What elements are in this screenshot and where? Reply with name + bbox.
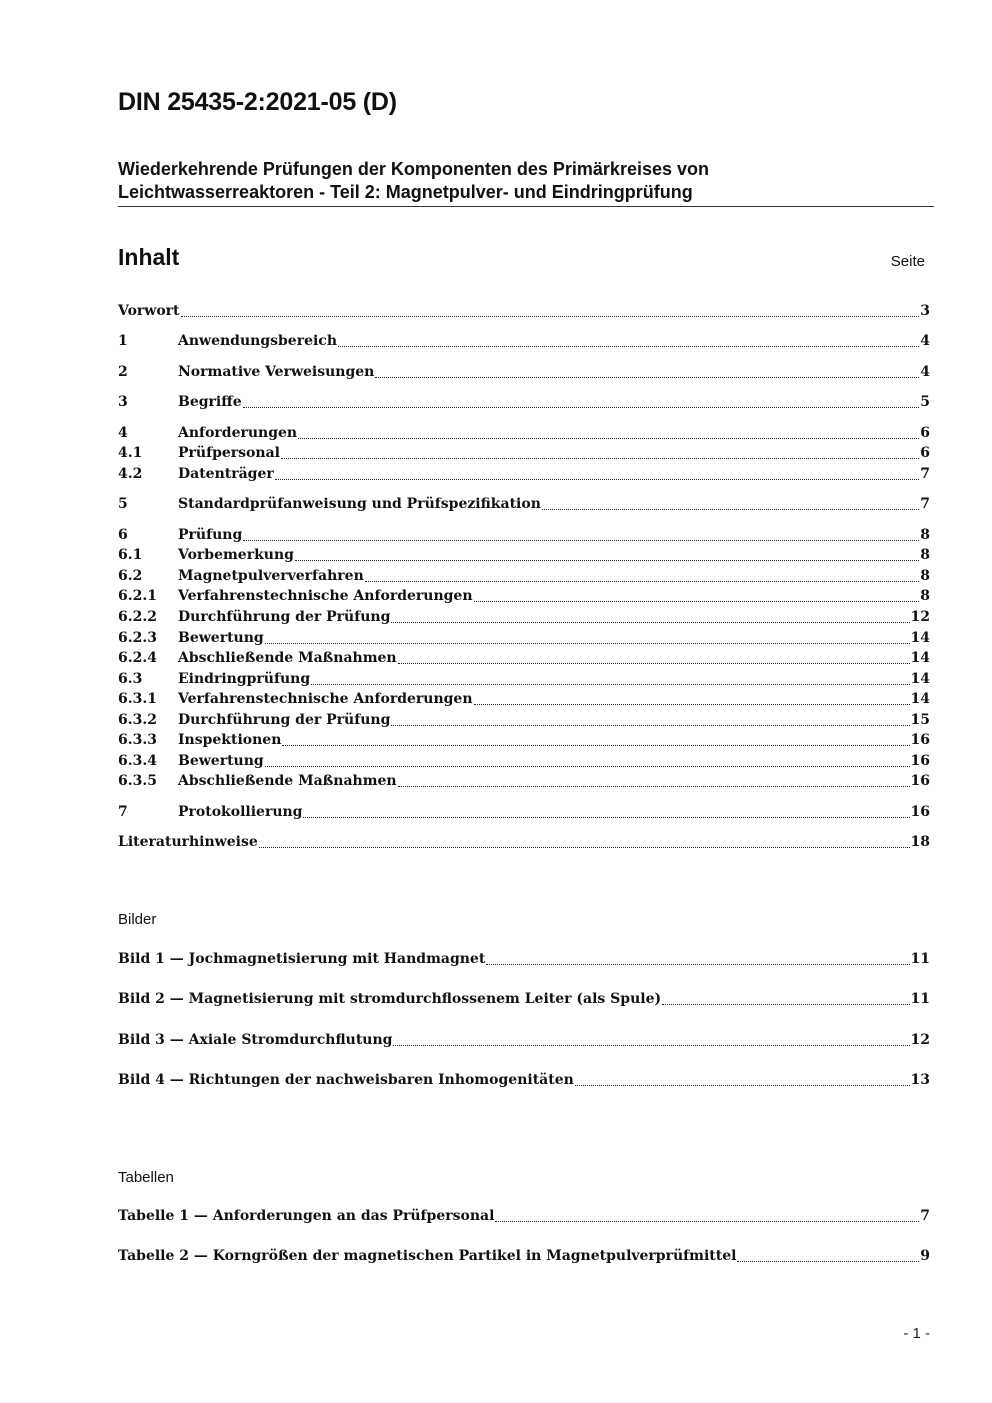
toc-entry[interactable] [118, 466, 930, 485]
figure-entry-page: 12 [910, 1032, 930, 1048]
toc-entry-number: 6.3.2 [118, 712, 157, 728]
dot-leader [311, 683, 909, 685]
toc-entry-page: 5 [920, 394, 930, 410]
toc-entry-number: 6.2 [118, 568, 143, 584]
toc-entry[interactable] [118, 496, 930, 515]
dot-leader [398, 662, 910, 664]
toc-entry[interactable] [118, 425, 930, 444]
page-column-heading: Seite [890, 253, 925, 270]
toc-entry-title: Magnetpulververfahren [178, 568, 364, 584]
dot-leader [474, 703, 910, 705]
toc-entry-number: 2 [118, 364, 128, 380]
toc-entry-title: Inspektionen [178, 732, 282, 748]
toc-entry-number: 6.1 [118, 547, 143, 563]
toc-entry-page: 8 [920, 547, 930, 563]
toc-entry[interactable] [118, 834, 930, 853]
toc-entry[interactable] [118, 671, 930, 690]
toc-entry[interactable] [118, 333, 930, 352]
toc-entry-page: 7 [920, 466, 930, 482]
toc-entry-title: Verfahrenstechnische Anforderungen [178, 691, 473, 707]
toc-entry-number: 6.2.2 [118, 609, 157, 625]
toc-entry-number: 6.3.5 [118, 773, 157, 789]
toc-entry-page: 3 [920, 303, 930, 319]
figure-entry-title: Bild 1 — Jochmagnetisierung mit Handmagnet [118, 951, 486, 967]
dot-leader [737, 1260, 919, 1262]
dot-leader [243, 406, 920, 408]
toc-entry-page: 8 [920, 527, 930, 543]
dot-leader [282, 744, 909, 746]
toc-entry-title: Vorbemerkung [178, 547, 294, 563]
dot-leader [365, 580, 919, 582]
table-entry[interactable] [118, 1248, 930, 1267]
toc-entry-title: Vorwort [118, 303, 180, 319]
dot-leader [398, 785, 910, 787]
document-id: DIN 25435-2:2021-05 (D) [118, 88, 397, 116]
dot-leader [474, 600, 920, 602]
toc-entry-page: 8 [920, 568, 930, 584]
page-number: - 1 - [903, 1325, 930, 1342]
figure-entry[interactable] [118, 1072, 930, 1091]
toc-entry-number: 6.3.1 [118, 691, 157, 707]
toc-entry-page: 6 [920, 445, 930, 461]
dot-leader [391, 621, 909, 623]
dot-leader [375, 376, 919, 378]
tables-heading: Tabellen [118, 1169, 174, 1186]
toc-entry-title: Durchführung der Prüfung [178, 609, 391, 625]
dot-leader [303, 816, 909, 818]
toc-entry[interactable] [118, 364, 930, 383]
toc-entry-page: 16 [910, 753, 930, 769]
dot-leader [542, 508, 919, 510]
toc-entry-number: 4 [118, 425, 128, 441]
dot-leader [275, 478, 919, 480]
toc-entry[interactable] [118, 691, 930, 710]
toc-entry-number: 6.3 [118, 671, 143, 687]
toc-entry-page: 14 [910, 671, 930, 687]
dot-leader [298, 437, 919, 439]
dot-leader [393, 1044, 909, 1046]
toc-entry[interactable] [118, 753, 930, 772]
toc-entry-number: 6.2.4 [118, 650, 157, 666]
figure-entry-title: Bild 4 — Richtungen der nachweisbaren Inhomogenitäten [118, 1072, 574, 1088]
toc-entry-page: 4 [920, 364, 930, 380]
toc-entry[interactable] [118, 609, 930, 628]
table-entry-page: 9 [920, 1248, 930, 1264]
toc-entry-page: 8 [920, 588, 930, 604]
document-title-line-1: Wiederkehrende Prüfungen der Komponenten des Primärkreises von [118, 159, 709, 179]
toc-entry[interactable] [118, 773, 930, 792]
toc-entry-title: Anforderungen [178, 425, 298, 441]
toc-entry[interactable] [118, 630, 930, 649]
dot-leader [265, 765, 910, 767]
toc-entry-title: Bewertung [178, 753, 264, 769]
toc-entry-title: Abschließende Maßnahmen [178, 650, 397, 666]
toc-entry-page: 14 [910, 630, 930, 646]
toc-entry-title: Prüfung [178, 527, 243, 543]
toc-entry[interactable] [118, 712, 930, 731]
toc-entry-number: 6.3.4 [118, 753, 157, 769]
figure-entry-title: Bild 2 — Magnetisierung mit stromdurchflossenem Leiter (als Spule) [118, 991, 662, 1007]
dot-leader [495, 1220, 919, 1222]
toc-entry[interactable] [118, 394, 930, 413]
toc-entry-number: 1 [118, 333, 128, 349]
toc-entry[interactable] [118, 804, 930, 823]
toc-entry-title: Standardprüfanweisung und Prüfspezifikation [178, 496, 541, 512]
figure-entry-page: 11 [910, 951, 930, 967]
dot-leader [281, 457, 919, 459]
figure-entry-page: 11 [910, 991, 930, 1007]
dot-leader [391, 724, 909, 726]
table-entry-title: Tabelle 1 — Anforderungen an das Prüfpersonal [118, 1208, 495, 1224]
toc-entry-number: 3 [118, 394, 128, 410]
toc-entry-page: 4 [920, 333, 930, 349]
dot-leader [338, 345, 919, 347]
table-entry-title: Tabelle 2 — Korngrößen der magnetischen Partikel in Magnetpulverprüfmittel [118, 1248, 737, 1264]
dot-leader [181, 315, 920, 317]
toc-entry-number: 7 [118, 804, 128, 820]
toc-entry-page: 14 [910, 650, 930, 666]
dot-leader [259, 846, 910, 848]
document-title [118, 158, 934, 206]
toc-entry-title: Abschließende Maßnahmen [178, 773, 397, 789]
toc-entry-number: 6.2.3 [118, 630, 157, 646]
toc-entry-page: 16 [910, 732, 930, 748]
toc-entry-page: 16 [910, 804, 930, 820]
toc-entry-page: 14 [910, 691, 930, 707]
dot-leader [295, 559, 919, 561]
toc-entry[interactable] [118, 303, 930, 322]
figure-entry-page: 13 [910, 1072, 930, 1088]
figures-heading: Bilder [118, 911, 157, 928]
toc-entry-page: 7 [920, 496, 930, 512]
title-divider [118, 206, 934, 207]
toc-entry-title: Durchführung der Prüfung [178, 712, 391, 728]
toc-entry-title: Eindringprüfung [178, 671, 311, 687]
toc-entry-title: Normative Verweisungen [178, 364, 375, 380]
document-title-line-2: Leichtwasserreaktoren - Teil 2: Magnetpulver- und Eindringprüfung [118, 182, 693, 202]
dot-leader [486, 963, 909, 965]
toc-entry-page: 18 [910, 834, 930, 850]
toc-entry-page: 15 [910, 712, 930, 728]
toc-entry[interactable] [118, 445, 930, 464]
toc-entry-number: 6.2.1 [118, 588, 157, 604]
toc-entry-number: 6.3.3 [118, 732, 157, 748]
toc-entry-page: 12 [910, 609, 930, 625]
toc-entry-number: 4.2 [118, 466, 143, 482]
dot-leader [662, 1003, 909, 1005]
table-entry-page: 7 [920, 1208, 930, 1224]
toc-entry-page: 16 [910, 773, 930, 789]
toc-entry-number: 6 [118, 527, 128, 543]
toc-entry-title: Anwendungsbereich [178, 333, 337, 349]
dot-leader [243, 539, 919, 541]
toc-entry-title: Protokollierung [178, 804, 303, 820]
toc-entry-title: Bewertung [178, 630, 264, 646]
toc-entry[interactable] [118, 588, 930, 607]
contents-heading: Inhalt [118, 244, 180, 270]
toc-entry-page: 6 [920, 425, 930, 441]
table-entry[interactable] [118, 1208, 930, 1227]
figure-entry[interactable] [118, 1032, 930, 1051]
toc-entry[interactable] [118, 568, 930, 587]
figure-entry[interactable] [118, 991, 930, 1010]
dot-leader [575, 1084, 910, 1086]
toc-entry-title: Literaturhinweise [118, 834, 258, 850]
toc-entry[interactable] [118, 527, 930, 546]
dot-leader [265, 642, 910, 644]
toc-entry-title: Datenträger [178, 466, 274, 482]
toc-entry-number: 5 [118, 496, 128, 512]
toc-entry-title: Begriffe [178, 394, 242, 410]
figure-entry-title: Bild 3 — Axiale Stromdurchflutung [118, 1032, 393, 1048]
toc-entry-title: Prüfpersonal [178, 445, 280, 461]
toc-entry[interactable] [118, 732, 930, 751]
toc-entry-title: Verfahrenstechnische Anforderungen [178, 588, 473, 604]
toc-entry-number: 4.1 [118, 445, 143, 461]
figure-entry[interactable] [118, 951, 930, 970]
toc-entry[interactable] [118, 547, 930, 566]
toc-entry[interactable] [118, 650, 930, 669]
